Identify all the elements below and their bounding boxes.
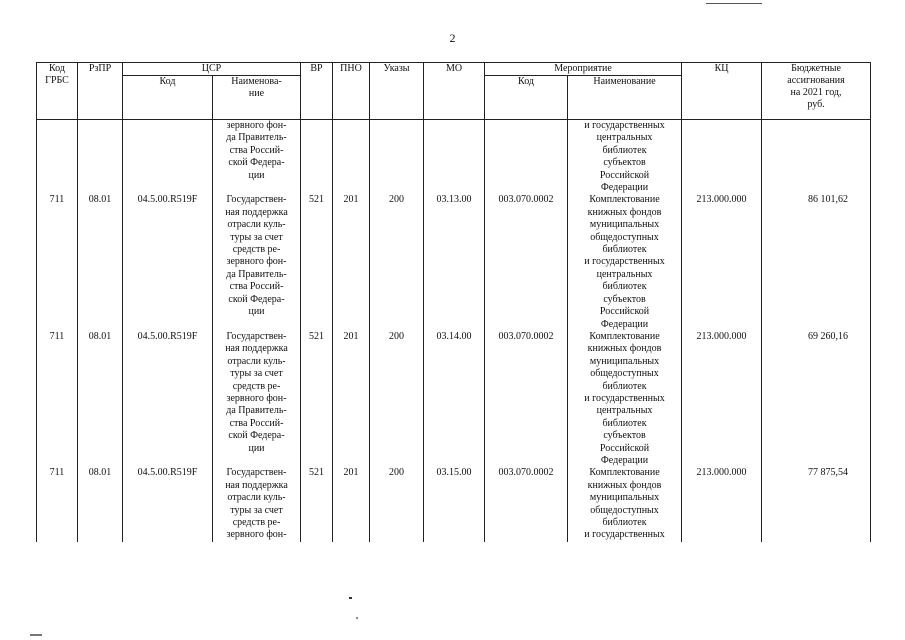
scan-speck <box>349 597 352 599</box>
cell-vr: 521 <box>301 331 333 467</box>
cell-amount: 77 875,54 <box>762 467 871 541</box>
table-row <box>37 467 871 541</box>
cell-mo: 03.15.00 <box>424 467 485 541</box>
cell-ukazy: 200 <box>370 194 424 330</box>
header-mo: МО <box>424 63 485 120</box>
cell-csr-kod: 04.5.00.R519F <box>123 331 213 467</box>
header-kod-grbs: Код ГРБС <box>37 63 78 120</box>
header-csr-kod: Код <box>123 76 213 120</box>
cell-vr: 521 <box>301 467 333 541</box>
header-mer-kod: Код <box>485 76 568 120</box>
cell-csr-kod: 04.5.00.R519F <box>123 467 213 541</box>
cell-mer-kod: 003.070.0002 <box>485 331 568 467</box>
cell-grbs: 711 <box>37 331 78 467</box>
header-ukazy: Указы <box>370 63 424 120</box>
cell-csr-name: зервного фон- да Правитель- ства Россий- ской Федера- ции <box>213 120 301 195</box>
cell-amount: 69 260,16 <box>762 331 871 467</box>
cell-kc: 213.000.000 <box>682 467 762 541</box>
cell-pno: 201 <box>333 467 370 541</box>
cell-csr-name: Государствен- ная поддержка отрасли куль- туры за счет средств ре- зервного фон- да Правитель- ства Россий- ской Федера- ции <box>213 194 301 330</box>
cell-rzpr: 08.01 <box>78 194 123 330</box>
top-scan-mark <box>706 3 762 4</box>
scan-speck <box>356 617 358 619</box>
cell-csr-kod: 04.5.00.R519F <box>123 194 213 330</box>
cell-csr-name: Государствен- ная поддержка отрасли куль- туры за счет средств ре- зервного фон- да Правитель- ства Россий- ской Федера- ции <box>213 331 301 467</box>
cell-rzpr: 08.01 <box>78 467 123 541</box>
header-pno: ПНО <box>333 63 370 120</box>
cell-vr: 521 <box>301 194 333 330</box>
header-csr-name: Наименова- ние <box>213 76 301 120</box>
header-meropriyatie: Мероприятие <box>485 63 682 76</box>
header-budget: Бюджетные ассигнования на 2021 год, руб. <box>762 63 871 120</box>
scan-speck <box>30 634 42 636</box>
header-csr: ЦСР <box>123 63 301 76</box>
cell-mer-name: и государственных центральных библиотек субъектов Российской Федерации <box>568 120 682 195</box>
header-rzpr: РзПР <box>78 63 123 120</box>
cell-mer-kod: 003.070.0002 <box>485 194 568 330</box>
cell-amount: 86 101,62 <box>762 194 871 330</box>
cell-mer-kod: 003.070.0002 <box>485 467 568 541</box>
cell-ukazy: 200 <box>370 467 424 541</box>
cell-pno: 201 <box>333 331 370 467</box>
cell-mer-name: Комплектование книжных фондов муниципальных общедоступных библиотек и государственных центральных библиотек субъектов Российской Федерации <box>568 331 682 467</box>
cell-grbs: 711 <box>37 194 78 330</box>
cell-rzpr: 08.01 <box>78 331 123 467</box>
cell-mer-name: Комплектование книжных фондов муниципальных общедоступных библиотек и государственных центральных библиотек субъектов Российской Федерации <box>568 194 682 330</box>
cell-grbs: 711 <box>37 467 78 541</box>
cell-mo: 03.14.00 <box>424 331 485 467</box>
cell-kc: 213.000.000 <box>682 331 762 467</box>
page-number: 2 <box>449 31 456 45</box>
header-mer-name: Наименование <box>568 76 682 120</box>
cell-csr-name: Государствен- ная поддержка отрасли куль- туры за счет средств ре- зервного фон- <box>213 467 301 541</box>
cell-pno: 201 <box>333 194 370 330</box>
cell-mer-name: Комплектование книжных фондов муниципальных общедоступных библиотек и государственных <box>568 467 682 541</box>
table-row <box>37 194 871 330</box>
cell-mo: 03.13.00 <box>424 194 485 330</box>
cell-kc: 213.000.000 <box>682 194 762 330</box>
cell-ukazy: 200 <box>370 331 424 467</box>
table-row-continuation <box>37 120 871 195</box>
header-vr: ВР <box>301 63 333 120</box>
table-row <box>37 331 871 467</box>
header-kc: КЦ <box>682 63 762 120</box>
budget-table <box>36 62 871 542</box>
